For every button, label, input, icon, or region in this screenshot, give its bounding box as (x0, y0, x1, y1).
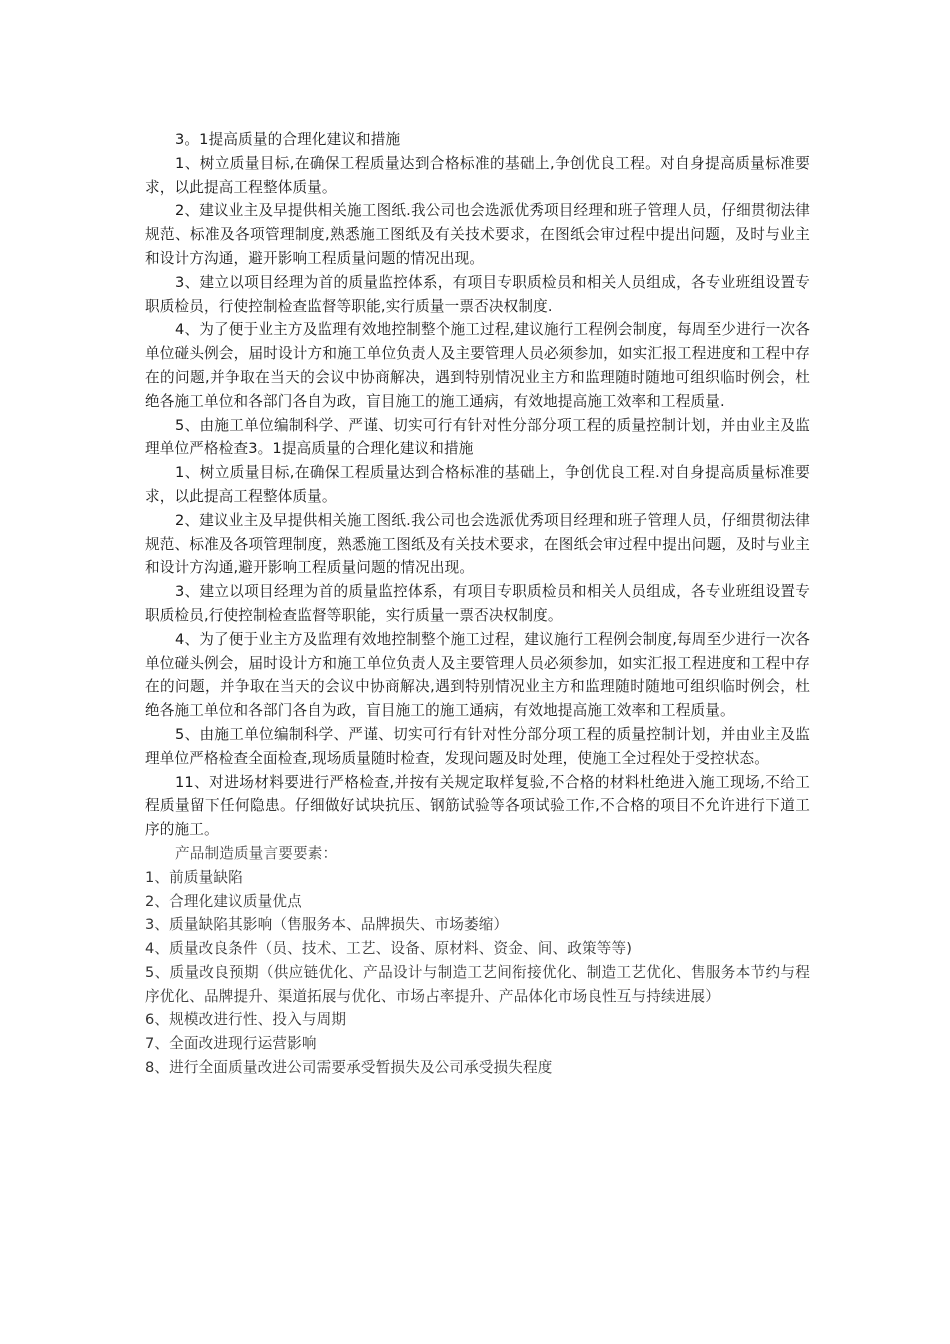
list-item: 4、质量改良条件（员、技术、工艺、设备、原材料、资金、间、政策等等) (145, 940, 633, 958)
list-item: 3、质量缺陷其影响（售服务本、品牌损失、市场萎缩） (145, 916, 509, 934)
list-item: 1、前质量缺陷 (145, 868, 243, 886)
list-item: 8、进行全面质量改进公司需要承受暂损失及公司承受损失程度 (145, 1059, 553, 1077)
paragraph-10: 5、由施工单位编制科学、严谨、切实可行有针对性分部分项工程的质量控制计划，并由业主及监理单位严格检查全面检查,现场质量随时检查，发现问题及时处理，使施工全过程处于受控状态。 (145, 725, 810, 767)
paragraph-11: 11、对进场材料要进行严格检查,并按有关规定取样复验,不合格的材料杜绝进入施工现场,不给工程质量留下任何隐患。仔细做好试块抗压、钢筋试验等各项试验工作,不合格的项目不允许进行下道工序的施工。 (145, 773, 810, 839)
list-item: 6、规模改进行性、投入与周期 (145, 1011, 347, 1029)
paragraph-4: 4、为了便于业主方及监理有效地控制整个施工过程,建议施行工程例会制度，每周至少进行一次各单位碰头例会，届时设计方和施工单位负责人及主要管理人员必须参加，如实汇报工程进度和工程中存在的问题,并争取在当天的会议中协商解决，遇到特别情况业主方和监理随时随地可组织临时例会，杜绝各施工单位和各部门各自为政，盲目施工的施工通病，有效地提高施工效率和工程质量. (145, 321, 810, 410)
document-page (145, 128, 810, 1080)
paragraph-7: 2、建议业主及早提供相关施工图纸.我公司也会选派优秀项目经理和班子管理人员，仔细贯彻法律规范、标准及各项管理制度，熟悉施工图纸及有关技术要求，在图纸会审过程中提出问题，及时与业主和设计方沟通,避开影响工程质量问题的情况出现。 (145, 511, 810, 577)
list-item: 5、质量改良预期（供应链优化、产品设计与制造工艺间衔接优化、制造工艺优化、售服务本节约与程序优化、品牌提升、渠道拓展与优化、市场占率提升、产品体化市场良性互与持续进展） (145, 963, 810, 1005)
list-item: 2、合理化建议质量优点 (145, 892, 302, 910)
paragraph-5: 5、由施工单位编制科学、严谨、切实可行有针对性分部分项工程的质量控制计划，并由业主及监理单位严格检查3。1提高质量的合理化建议和措施 (145, 416, 810, 458)
list-heading: 产品制造质量言要要素： (175, 844, 338, 862)
list-item: 7、全面改进现行运营影响 (145, 1035, 317, 1053)
paragraph-3: 3、建立以项目经理为首的质量监控体系，有项目专职质检员和相关人员组成，各专业班组设置专职质检员，行使控制检查监督等职能,实行质量一票否决权制度. (145, 273, 810, 315)
paragraph-2: 2、建议业主及早提供相关施工图纸.我公司也会选派优秀项目经理和班子管理人员，仔细贯彻法律规范、标准及各项管理制度,熟悉施工图纸及有关技术要求，在图纸会审过程中提出问题，及时与业主和设计方沟通，避开影响工程质量问题的情况出现。 (145, 202, 810, 267)
paragraph-1: 1、树立质量目标,在确保工程质量达到合格标准的基础上,争创优良工程。对自身提高质量标准要求，以此提高工程整体质量。 (145, 154, 810, 196)
paragraph-6: 1、树立质量目标,在确保工程质量达到合格标准的基础上，争创优良工程.对自身提高质量标准要求，以此提高工程整体质量。 (145, 464, 810, 505)
paragraph-9: 4、为了便于业主方及监理有效地控制整个施工过程，建议施行工程例会制度,每周至少进行一次各单位碰头例会，届时设计方和施工单位负责人及主要管理人员必须参加，如实汇报工程进度和工程中存在的问题，并争取在当天的会议中协商解决,遇到特别情况业主方和监理随时随地可组织临时例会，杜绝各施工单位和各部门各自为政，盲目施工的施工通病，有效地提高施工效率和工程质量。 (145, 630, 810, 720)
section-heading: 3。1提高质量的合理化建议和措施 (175, 131, 401, 148)
paragraph-8: 3、建立以项目经理为首的质量监控体系，有项目专职质检员和相关人员组成，各专业班组设置专职质检员,行使控制检查监督等职能，实行质量一票否决权制度。 (145, 583, 810, 624)
